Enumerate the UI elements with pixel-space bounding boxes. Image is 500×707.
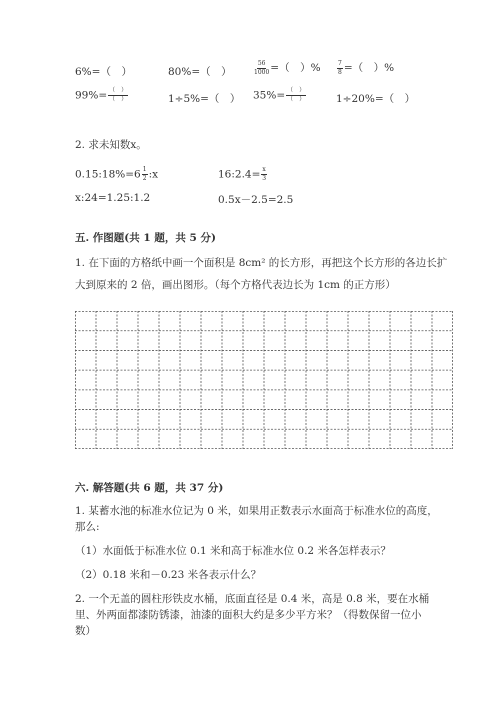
section-6-q2-line1: 2. 一个无盖的圆柱形铁皮水桶，底面直径是 0.4 米，高是 0.8 米，要在水桶 — [75, 593, 430, 605]
section-5-q1-line1: 1. 在下面的方格纸中画一个面积是 8cm² 的长方形，再把这个长方形的各边长扩 — [75, 257, 448, 269]
grid-paper — [75, 311, 453, 449]
section-6-q1-line2: 那么: — [75, 521, 100, 533]
fraction: $\frac{1}{2}$ — [142, 166, 147, 182]
fraction: $\frac{7}{8}$ — [338, 59, 342, 76]
section-6-q1-sub2: （2）0.18 米和－0.23 米各表示什么？ — [75, 569, 262, 581]
row2-item3: 35%= $\frac{( )}{( )}$ — [253, 87, 306, 103]
section-6-title: 六. 解答题(共 6 题，共 37 分) — [75, 482, 224, 494]
row2-item4: 1÷20%=（ ） — [336, 93, 416, 105]
fraction: $\frac{x}{3}$ — [262, 166, 267, 182]
equation-1: 0.15:18%=6 $\frac{1}{2}$ :x — [75, 166, 159, 182]
fraction: $\frac{( )}{( )}$ — [109, 87, 128, 103]
fraction: $\frac{( )}{( )}$ — [287, 87, 306, 103]
fraction: $\frac{56}{1000}$ — [254, 59, 270, 76]
question-2-title: 2. 求未知数x。 — [75, 139, 147, 151]
section-6-q1-line1: 1. 某蓄水池的标准水位记为 0 米，如果用正数表示水面高于标准水位的高度， — [75, 505, 438, 517]
equation-4: 0.5x－2.5=2.5 — [218, 194, 294, 206]
row1-item4: $\frac{7}{8}$ =（ ）% — [338, 59, 395, 76]
row2-item2: 1÷5%=（ ） — [168, 93, 241, 105]
section-5-q1-line2: 大到原来的 2 倍，画出图形。（每个方格代表边长为 1cm 的正方形） — [75, 279, 396, 291]
section-6-q2-line2: 里、外两面都漆防锈漆，油漆的面积大约是多少平方米？（得数保留一位小 — [75, 609, 422, 621]
equation-3: x:24=1.25:1.2 — [75, 192, 151, 204]
row1-item3: $\frac{56}{1000}$ =（ ）% — [254, 59, 321, 76]
section-6-q2-line3: 数） — [75, 625, 96, 637]
section-6-q1-sub1: （1）水面低于标准水位 0.1 米和高于标准水位 0.2 米各怎样表示？ — [75, 545, 391, 557]
row1-item2: 80%=（ ） — [168, 66, 232, 78]
row2-item1: 99%= $\frac{( )}{( )}$ — [75, 87, 128, 103]
row1-item1: 6%=（ ） — [75, 66, 132, 78]
equation-2: 16:2.4= $\frac{x}{3}$ — [218, 166, 267, 182]
section-5-title: 五. 作图题(共 1 题，共 5 分) — [75, 232, 216, 244]
grid-lines — [75, 311, 453, 449]
